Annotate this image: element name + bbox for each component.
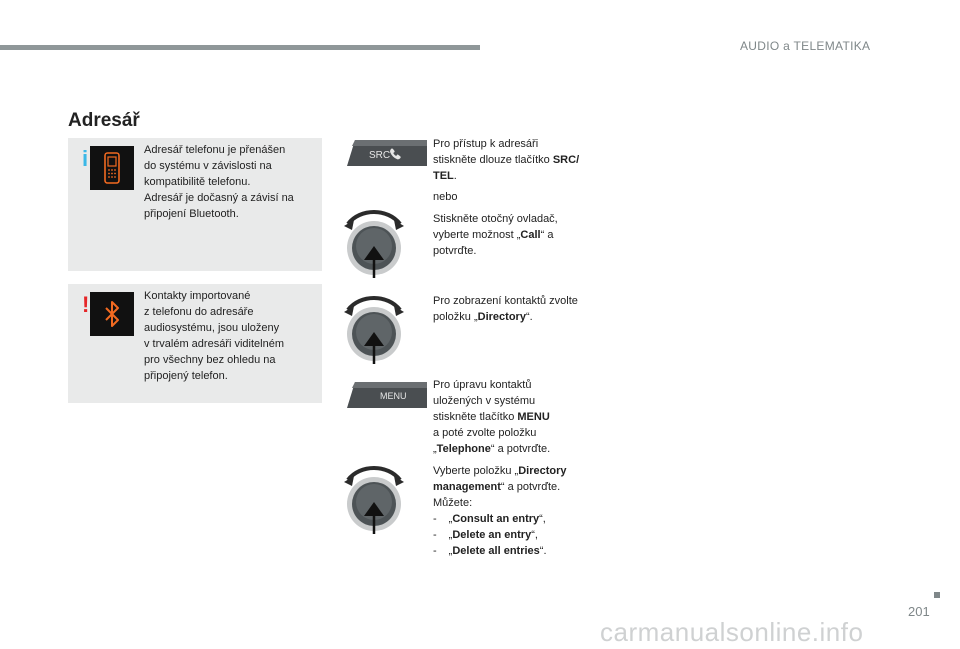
step-text: „ (433, 443, 437, 455)
warning-mark: ! (82, 292, 90, 317)
step-key: TEL (433, 170, 454, 182)
step-text: a poté zvolte položku (433, 427, 537, 439)
step-directory-management (433, 463, 603, 559)
option-label: Delete an entry (452, 529, 532, 541)
option-quote: „ (448, 529, 453, 541)
src-tel-button (345, 138, 427, 168)
warning-note-text (144, 288, 314, 384)
step-text: Můžete: (433, 497, 473, 509)
page-number: 201 (908, 604, 930, 619)
step-or: nebo (433, 191, 458, 203)
step-text (433, 152, 603, 168)
src-label: SRC (369, 150, 391, 161)
rotary-knob (342, 462, 406, 536)
step-key: SRC/ (552, 154, 580, 166)
info-line: Adresář telefonu je přenášen (144, 144, 286, 156)
step-text: Pro úpravu kontaktů (433, 379, 532, 391)
option-item (433, 543, 603, 559)
step-text: vyberte možnost „ (433, 229, 521, 241)
info-line: do systému v závislosti na (144, 160, 272, 172)
option-label: Consult an entry (452, 513, 540, 525)
step-text (433, 168, 603, 184)
step-key: management (433, 481, 501, 493)
info-line: kompatibilitě telefonu. (144, 176, 251, 188)
step-text: stiskněte tlačítko (433, 411, 518, 423)
option-item (433, 527, 603, 543)
rotary-knob (342, 292, 406, 366)
step-text (433, 409, 603, 425)
step-text: Pro zobrazení kontaktů zvolte (433, 295, 578, 307)
step-text: Vyberte položku „ (433, 465, 519, 477)
step-text: “. (525, 311, 533, 323)
warning-line: z telefonu do adresáře (144, 306, 254, 318)
option-quote: “, (539, 513, 546, 525)
menu-button (345, 380, 427, 410)
option-dash: - (433, 513, 437, 525)
step-text: “ a (540, 229, 554, 241)
option-dash: - (433, 529, 437, 541)
step-src-tel (433, 136, 603, 184)
step-call (433, 211, 603, 259)
rotary-knob (342, 206, 406, 280)
option-quote: “, (531, 529, 538, 541)
header-rule (0, 45, 480, 50)
info-line: připojení Bluetooth. (144, 208, 239, 220)
step-text: . (453, 170, 457, 182)
step-text (433, 227, 603, 243)
info-note (68, 138, 322, 271)
warning-line: připojený telefon. (144, 370, 228, 382)
step-text: “ a potvrďte. (490, 443, 551, 455)
option-quote: „ (448, 545, 453, 557)
step-key: Directory (477, 311, 526, 323)
menu-label: MENU (380, 391, 407, 401)
section-end-mark (934, 592, 940, 598)
step-text: potvrďte. (433, 245, 477, 257)
option-quote: “. (539, 545, 547, 557)
step-text: položku „ (433, 311, 478, 323)
warning-note (68, 284, 322, 403)
step-text (433, 479, 603, 495)
warning-line: v trvalém adresáři viditelném (144, 338, 284, 350)
warning-line: Kontakty importované (144, 290, 251, 302)
step-text: “ a potvrďte. (500, 481, 561, 493)
step-key: MENU (517, 411, 550, 423)
option-label: Delete all entries (452, 545, 540, 557)
info-line: Adresář je dočasný a závisí na (144, 192, 294, 204)
step-directory (433, 293, 603, 325)
phone-icon (90, 146, 134, 190)
section-label: AUDIO a TELEMATIKA (740, 39, 871, 53)
step-text (433, 441, 603, 457)
step-menu (433, 377, 603, 457)
step-text: Stiskněte otočný ovladač, (433, 213, 558, 225)
step-key: Directory (518, 465, 567, 477)
step-text (433, 463, 603, 479)
step-text (433, 309, 603, 325)
option-dash: - (433, 545, 437, 557)
warning-line: audiosystému, jsou uloženy (144, 322, 280, 334)
option-quote: „ (448, 513, 453, 525)
step-text: stiskněte dlouze tlačítko (433, 154, 553, 166)
warning-line: pro všechny bez ohledu na (144, 354, 276, 366)
step-key: Telephone (436, 443, 491, 455)
info-mark: i (82, 146, 89, 171)
option-item (433, 511, 603, 527)
bluetooth-icon (90, 292, 134, 336)
step-key: Call (520, 229, 541, 241)
step-text: Pro přístup k adresáři (433, 138, 539, 150)
info-note-text (144, 142, 314, 222)
page-title: Adresář (68, 110, 140, 131)
watermark: carmanualsonline.info (600, 617, 864, 647)
step-text: uložených v systému (433, 395, 536, 407)
